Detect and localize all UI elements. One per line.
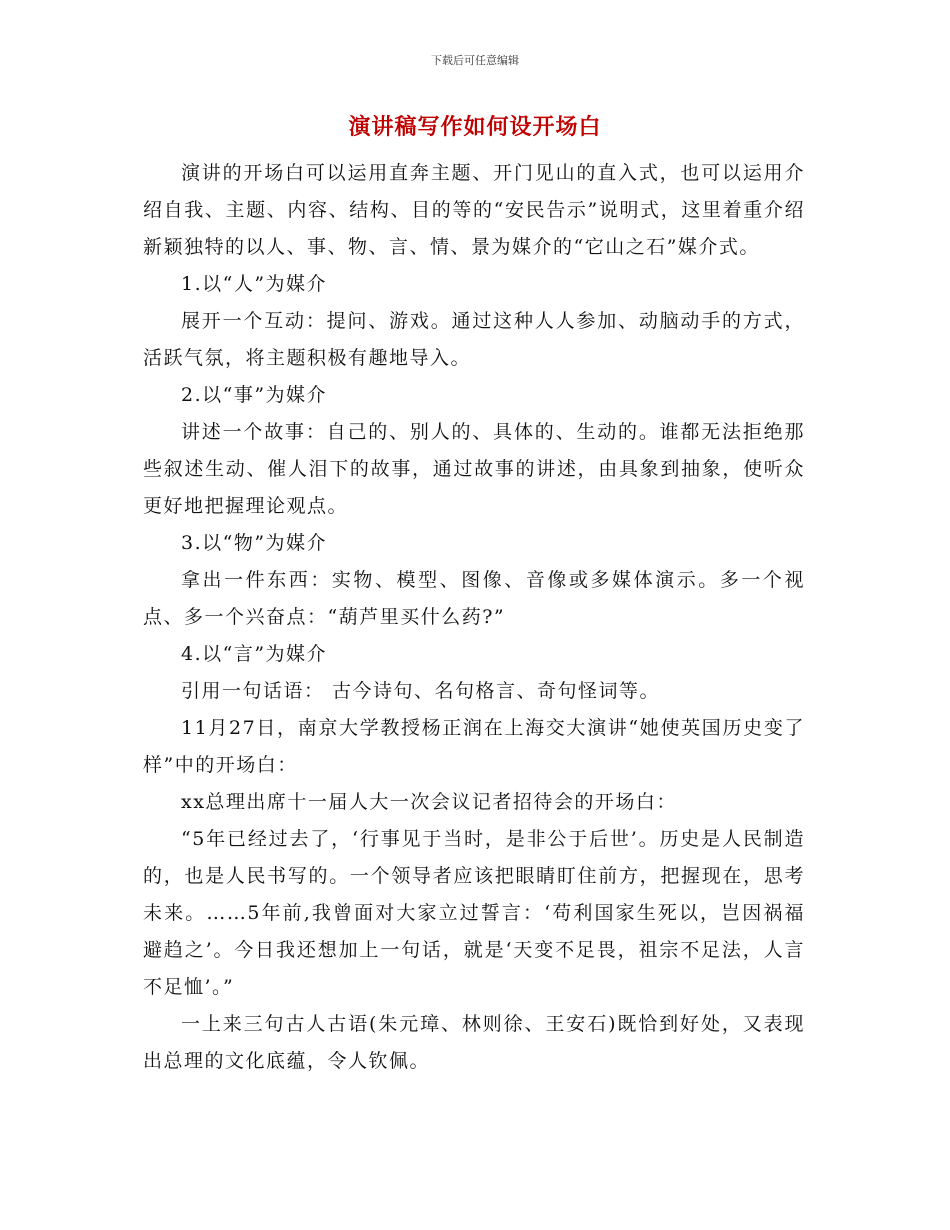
- paragraph-conclusion: 一上来三句古人古语(朱元璋、林则徐、王安石)既恰到好处，又表现出总理的文化底蕴，令人钦佩。: [143, 1013, 805, 1072]
- document-title: 演讲稿写作如何设开场白: [348, 115, 602, 140]
- paragraph-intro: 演讲的开场白可以运用直奔主题、开门见山的直入式，也可以运用介绍自我、主题、内容、结构、目的等的“安民告示”说明式，这里着重介绍新颖独特的以人、事、物、言、情、景为媒介的“它山之石”媒介式。: [143, 162, 805, 258]
- section-heading-words: 4.以“言”为媒介: [181, 643, 328, 665]
- paragraph-object: 拿出一件东西：实物、模型、图像、音像或多媒体演示。多一个视点、多一个兴奋点：“葫芦里买什么药?”: [143, 569, 805, 628]
- paragraph-person: 展开一个互动：提问、游戏。通过这种人人参加、动脑动手的方式，活跃气氛，将主题积极有趣地导入。: [143, 310, 805, 369]
- paragraph-example-lecture: 11月27日，南京大学教授杨正润在上海交大演讲“她使英国历史变了样”中的开场白：: [143, 717, 805, 776]
- page-header-note: 下载后可任意编辑: [431, 54, 519, 67]
- paragraph-quote: “5年已经过去了，‘行事见于当时，是非公于后世’。历史是人民制造的，也是人民书写的。一个领导者应该把眼睛盯住前方，把握现在，思考未来。……5年前,我曾面对大家立过誓言：‘苟利国家生死以，岂因祸福避趋之’。今日我还想加上一句话，就是‘天变不足畏，祖宗不足法，人言不足恤’。”: [143, 828, 805, 998]
- paragraph-example-press: xx总理出席十一届人大一次会议记者招待会的开场白：: [181, 791, 677, 813]
- section-heading-person: 1.以“人”为媒介: [181, 273, 328, 295]
- paragraph-words: 引用一句话语： 古今诗句、名句格言、奇句怪词等。: [181, 680, 661, 702]
- section-heading-event: 2.以“事”为媒介: [181, 384, 328, 406]
- paragraph-event: 讲述一个故事：自己的、别人的、具体的、生动的。谁都无法拒绝那些叙述生动、催人泪下的故事，通过故事的讲述，由具象到抽象，使听众更好地把握理论观点。: [143, 421, 805, 517]
- section-heading-object: 3.以“物”为媒介: [181, 532, 328, 554]
- document-body: [143, 155, 805, 1080]
